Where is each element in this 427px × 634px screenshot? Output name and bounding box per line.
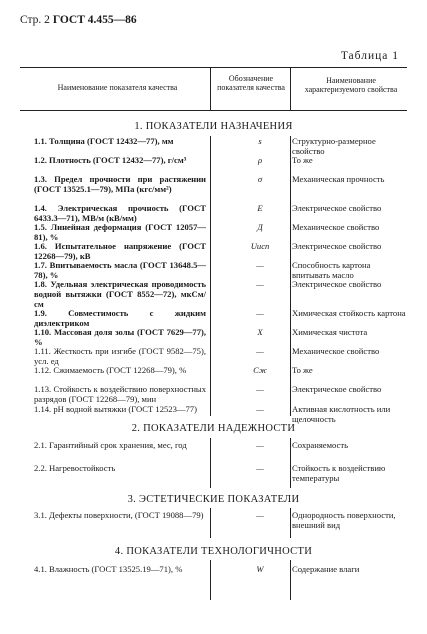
indicator-property: Химическая стойкость картона (292, 308, 406, 318)
indicator-name: 2.1. Гарантийный срок хранения, мес, год (34, 440, 187, 450)
indicator-designation: Cж (253, 365, 267, 375)
indicator-property: То же (292, 155, 313, 165)
indicator-name: 3.1. Дефекты поверхности, (ГОСТ 19088—79) (34, 510, 204, 520)
table-top-rule (20, 67, 407, 68)
indicator-name: 1.13. Стойкость к воздействию поверхностных разрядов (ГОСТ 12268—79), мин (34, 384, 206, 404)
header-bottom-rule (20, 110, 407, 111)
indicator-property: Электрическое свойство (292, 203, 382, 213)
indicator-designation: Д (257, 222, 263, 232)
page-header (20, 14, 137, 26)
indicator-designation: W (256, 564, 264, 574)
indicator-name: 1.6. Испытательное напряжение (ГОСТ 12268—79), кВ (34, 241, 206, 261)
column-header-name: Наименование показателя качества (57, 83, 178, 92)
indicator-property: Механическое свойство (292, 346, 380, 356)
indicator-name: 1.8. Удельная электрическая проводимость водной вытяжки (ГОСТ 8552—72), мкСм/см (34, 279, 206, 309)
indicator-name: 1.1. Толщина (ГОСТ 12432—77), мм (34, 136, 174, 146)
header-divider-1 (210, 67, 211, 110)
indicator-property: Структурно-размерное свойство (292, 136, 376, 156)
indicator-property: Содержание влаги (292, 564, 360, 574)
indicator-designation: — (256, 384, 264, 394)
indicator-designation: — (256, 440, 264, 450)
indicator-property: Химическая чистота (292, 327, 368, 337)
indicator-property: Механическая прочность (292, 174, 385, 184)
section-title: 1. ПОКАЗАТЕЛИ НАЗНАЧЕНИЯ (134, 121, 293, 132)
indicator-property: Механическое свойство (292, 222, 380, 232)
column-header-designation: Обозначение показателя качества (217, 74, 285, 92)
table-label: Таблица 1 (340, 50, 399, 62)
indicator-property: Электрическое свойство (292, 384, 382, 394)
indicator-name: 1.5. Линейная деформация (ГОСТ 12057—81), % (34, 222, 206, 242)
indicator-name: 1.10. Массовая доля золы (ГОСТ 7629—77), % (34, 327, 206, 347)
indicator-name: 1.4. Электрическая прочность (ГОСТ 6433.3—71), МВ/м (кВ/мм) (34, 203, 206, 223)
indicator-property: Электрическое свойство (292, 241, 382, 251)
header-divider-2 (290, 67, 291, 110)
indicator-property: Стойкость к воздействию температуры (292, 463, 386, 483)
indicator-designation: — (256, 510, 264, 520)
indicator-property: Сохраняемость (292, 440, 349, 450)
indicator-designation: ρ (257, 155, 263, 165)
indicator-designation: σ (257, 174, 263, 184)
indicator-name: 1.11. Жесткость при изгибе (ГОСТ 9582—75), усл. ед (34, 346, 206, 366)
indicator-designation: — (256, 346, 264, 356)
indicator-designation: — (256, 404, 264, 414)
indicator-property: Однородность поверхности, внешний вид (292, 510, 396, 530)
indicator-name: 2.2. Нагревостойкость (34, 463, 116, 473)
indicator-designation: — (256, 260, 264, 270)
column-header-property: Наименование характеризуемого свойства (304, 76, 398, 94)
indicator-property: Электрическое свойство (292, 279, 382, 289)
indicator-designation: E (257, 203, 263, 213)
indicator-designation: — (256, 463, 264, 473)
indicator-name: 1.9. Совместимость с жидким диэлектриком (34, 308, 206, 328)
standard-number: ГОСТ 4.455—86 (52, 14, 137, 26)
indicator-name: 1.12. Сжимаемость (ГОСТ 12268—79), % (34, 365, 187, 375)
indicator-designation: X (257, 327, 263, 337)
indicator-name: 4.1. Влажность (ГОСТ 13525.19—71), % (34, 564, 183, 574)
section-title: 3. ЭСТЕТИЧЕСКИЕ ПОКАЗАТЕЛИ (127, 494, 300, 505)
indicator-name: 1.3. Предел прочности при растяжении (ГОСТ 13525.1—79), МПа (кгс/мм²) (34, 174, 206, 194)
indicator-property: Активная кислотность или щелочность (292, 404, 391, 424)
indicator-designation: — (256, 308, 264, 318)
indicator-name: 1.2. Плотность (ГОСТ 12432—77), г/см³ (34, 155, 187, 165)
section-title: 4. ПОКАЗАТЕЛИ ТЕХНОЛОГИЧНОСТИ (114, 546, 313, 557)
indicator-property: Способность картона впитывать масло (292, 260, 371, 280)
indicator-designation: s (258, 136, 262, 146)
section-title: 2. ПОКАЗАТЕЛИ НАДЕЖНОСТИ (131, 423, 296, 434)
indicator-designation: — (256, 279, 264, 289)
indicator-designation: Uисп (250, 241, 270, 251)
page-number: Стр. 2 (20, 14, 50, 26)
indicator-property: То же (292, 365, 313, 375)
indicator-name: 1.7. Впитываемость масла (ГОСТ 13648.5—78), % (34, 260, 206, 280)
indicator-name: 1.14. рН водной вытяжки (ГОСТ 12523—77) (34, 404, 197, 414)
